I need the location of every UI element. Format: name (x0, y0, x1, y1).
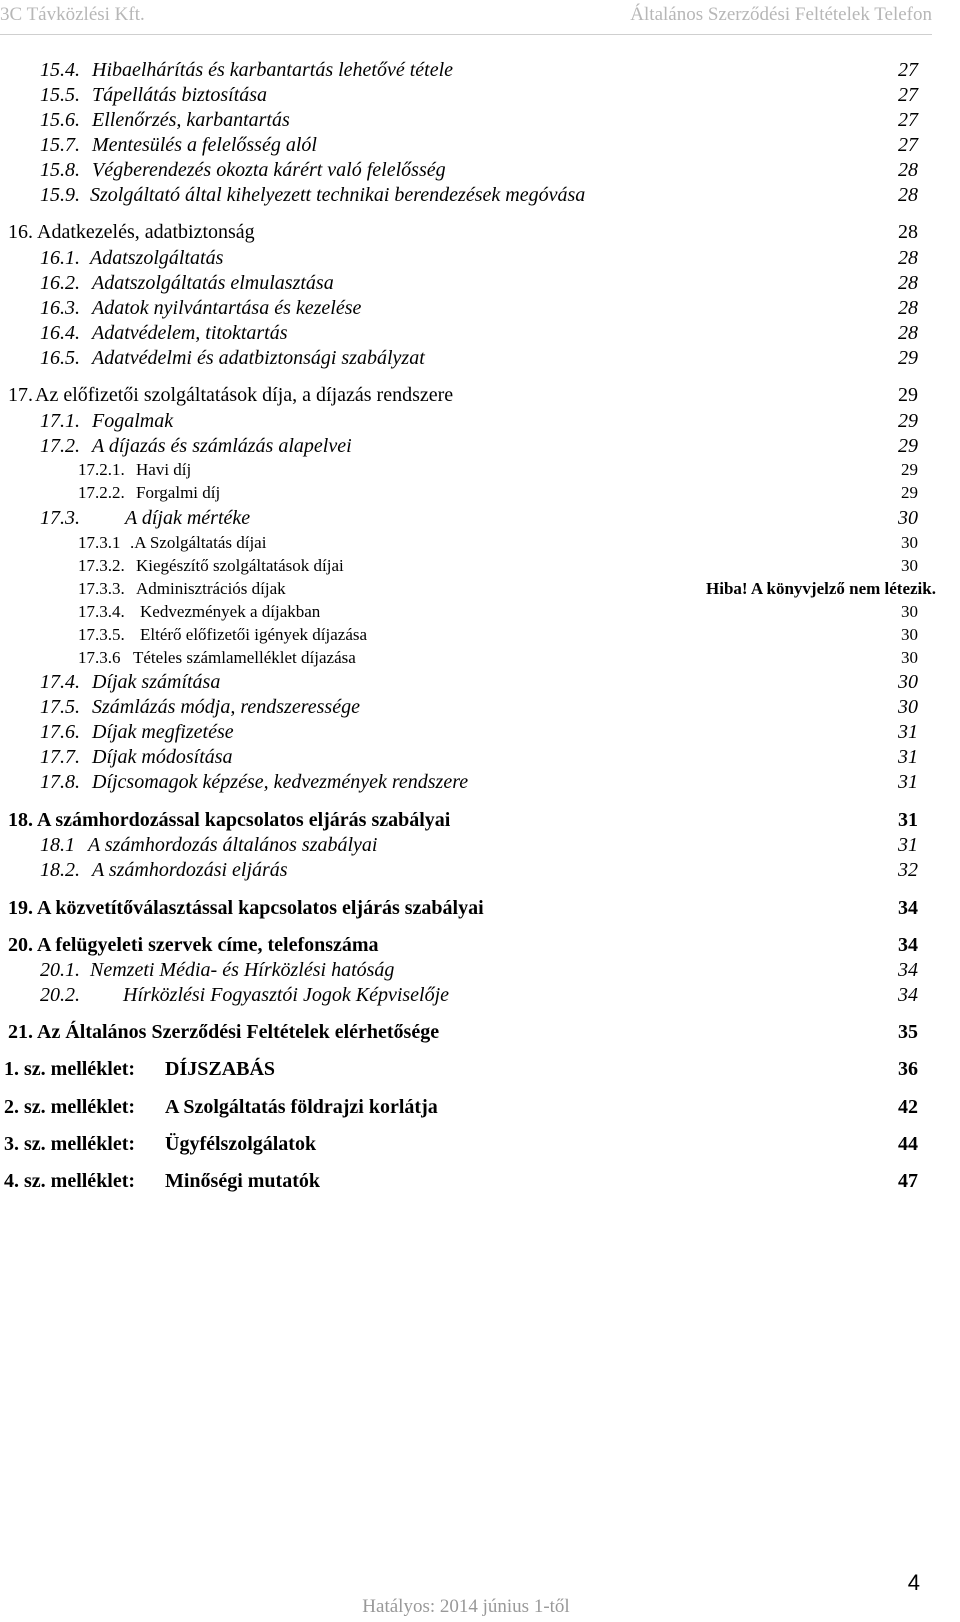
toc-entry[interactable] (0, 481, 960, 505)
toc-entry-page: 47 (898, 1170, 918, 1192)
toc-entry-title: Fogalmak (92, 410, 174, 432)
toc-entry[interactable] (0, 531, 960, 555)
toc-entry-page: 34 (898, 934, 918, 956)
toc-entry-page: 28 (898, 221, 918, 243)
toc-entry[interactable] (0, 220, 960, 244)
toc-entry[interactable] (0, 745, 960, 769)
toc-entry-title: Minőségi mutatók (165, 1170, 320, 1192)
toc-entry-page: 29 (898, 410, 918, 432)
toc-entry[interactable] (0, 833, 960, 857)
toc-entry-page: 30 (901, 602, 918, 621)
toc-entry-page: 34 (898, 984, 918, 1006)
toc-entry[interactable] (0, 858, 960, 882)
toc-entry[interactable] (0, 770, 960, 794)
toc-entry-page: 31 (898, 809, 918, 831)
toc-entry[interactable] (0, 933, 960, 957)
toc-entry-page: 44 (898, 1133, 918, 1155)
toc-entry-title: A számhordozás általános szabályai (88, 834, 378, 856)
toc-entry-number: 4. sz. melléklet: (4, 1170, 136, 1192)
page-number: 4 (907, 1570, 920, 1595)
toc-entry-title: Az előfizetői szolgáltatások díja, a díjazás rendszere (35, 384, 454, 406)
toc-entry-number: 16.3. (40, 297, 80, 319)
toc-entry-number: 3. sz. melléklet: (4, 1133, 136, 1155)
toc-entry-number: 17.4. (40, 671, 80, 693)
footer-effective-date: Hatályos: 2014 június 1-től (362, 1596, 570, 1617)
toc-entry-title: Nemzeti Média- és Hírközlési hatóság (90, 959, 395, 981)
toc-entry[interactable] (0, 409, 960, 433)
toc-entry-page: 30 (901, 648, 918, 667)
toc-entry[interactable] (0, 983, 960, 1007)
toc-entry-title: Eltérő előfizetői igények díjazása (140, 625, 368, 644)
toc-entry[interactable] (0, 958, 960, 982)
toc-entry-page: 28 (898, 247, 918, 269)
toc-entry[interactable] (0, 646, 960, 670)
toc-entry-page: 27 (898, 59, 918, 81)
toc-entry-number: 15.8. (40, 159, 80, 181)
toc-entry[interactable] (0, 600, 960, 624)
toc-entry-page: 31 (898, 746, 918, 768)
toc-entry-number: 17.3. (40, 507, 80, 529)
toc-entry-number: 17.3.2. (78, 556, 125, 575)
toc-entry-page: 28 (898, 159, 918, 181)
toc-entry-title: A közvetítőválasztással kapcsolatos eljárás szabályai (37, 897, 484, 919)
toc-entry-title: A díjak mértéke (125, 507, 251, 529)
toc-entry-page: 30 (901, 533, 918, 552)
toc-entry-number: 19. (8, 897, 33, 919)
toc-entry-title: Tápellátás biztosítása (92, 84, 268, 106)
toc-entry-number: 17.5. (40, 696, 80, 718)
toc-entry[interactable] (0, 1169, 960, 1193)
toc-entry-title: A felügyeleti szervek címe, telefonszáma (37, 934, 379, 956)
toc-entry-number: 1. sz. melléklet: (4, 1058, 136, 1080)
toc-entry-number: 17.7. (40, 746, 80, 768)
toc-entry-number: 17.3.3. (78, 579, 125, 598)
toc-entry[interactable] (0, 896, 960, 920)
toc-entry-title: Ügyfélszolgálatok (165, 1133, 317, 1155)
toc-entry-page: 27 (898, 109, 918, 131)
toc-entry-title: Szolgáltató által kihelyezett technikai berendezések megóvása (90, 184, 586, 206)
toc-entry-title: Díjak megfizetése (92, 721, 234, 743)
toc-entry[interactable] (0, 577, 960, 601)
toc-entry-page: Hiba! A könyvjelző nem létezik. (706, 579, 936, 598)
toc-entry-title: Kiegészítő szolgáltatások díjai (136, 556, 344, 575)
toc-entry-title: Mentesülés a felelősség alól (92, 134, 317, 156)
toc-entry-page: 30 (901, 625, 918, 644)
toc-entry-number: 16.4. (40, 322, 80, 344)
toc-entry[interactable] (0, 133, 960, 157)
toc-entry-page: 30 (898, 671, 918, 693)
toc-entry-number: 16. (8, 221, 33, 243)
toc-entry-title: Ellenőrzés, karbantartás (92, 109, 290, 131)
toc-entry-number: 17.3.6 (78, 648, 121, 667)
toc-entry-number: 20. (8, 934, 33, 956)
toc-entry-number: 17.2. (40, 435, 80, 457)
toc-entry[interactable] (0, 1132, 960, 1156)
toc-entry-title: Adatvédelmi és adatbiztonsági szabályzat (92, 347, 425, 369)
toc-entry-page: 31 (898, 771, 918, 793)
toc-entry-number: 18. (8, 809, 33, 831)
toc-entry-title: Díjak módosítása (92, 746, 233, 768)
toc-entry-page: 34 (898, 959, 918, 981)
toc-entry-number: 16.2. (40, 272, 80, 294)
toc-entry-title: Hírközlési Fogyasztói Jogok Képviselője (123, 984, 450, 1006)
toc-entry[interactable] (0, 808, 960, 832)
toc-entry-page: 29 (901, 460, 918, 479)
toc-entry[interactable] (0, 506, 960, 530)
toc-entry-title: Díjak számítása (92, 671, 221, 693)
toc-entry-page: 28 (898, 184, 918, 206)
toc-entry-title: Végberendezés okozta kárért való felelősség (92, 159, 446, 181)
toc-entry[interactable] (0, 383, 960, 407)
toc-entry-page: 27 (898, 84, 918, 106)
toc-entry-number: 18.1 (40, 834, 75, 856)
toc-entry[interactable] (0, 183, 960, 207)
toc-entry-title: A Szolgáltatás földrajzi korlátja (165, 1096, 438, 1118)
toc-entry-number: 17.6. (40, 721, 80, 743)
toc-entry[interactable] (0, 321, 960, 345)
toc-entry[interactable] (0, 296, 960, 320)
toc-entry-page: 28 (898, 297, 918, 319)
toc-entry-number: 15.4. (40, 59, 80, 81)
toc-entry-number: 17.2.1. (78, 460, 125, 479)
toc-entry[interactable] (0, 695, 960, 719)
toc-entry-title: A díjazás és számlázás alapelvei (92, 435, 352, 457)
toc-entry-page: 28 (898, 272, 918, 294)
toc-entry[interactable] (0, 108, 960, 132)
toc-entry-number: 16.1. (40, 247, 80, 269)
toc-entry-number: 18.2. (40, 859, 80, 881)
toc-entry-title: Adatkezelés, adatbiztonság (37, 221, 255, 243)
toc-entry-number: 17.8. (40, 771, 80, 793)
toc-entry-number: 17.2.2. (78, 483, 125, 502)
toc-entry-number: 20.1. (40, 959, 80, 981)
toc-entry-page: 29 (898, 384, 918, 406)
toc-entry[interactable] (0, 1095, 960, 1119)
toc-entry-title: Adatok nyilvántartása és kezelése (92, 297, 362, 319)
toc-entry-title: Havi díj (136, 460, 192, 479)
toc-entry[interactable] (0, 720, 960, 744)
toc-entry-number: 21. (8, 1021, 33, 1043)
toc-entry-title: Kedvezmények a díjakban (140, 602, 321, 621)
toc-entry-title: Tételes számlamelléklet díjazása (133, 648, 356, 667)
toc-entry[interactable] (0, 554, 960, 578)
toc-entry-page: 34 (898, 897, 918, 919)
toc-entry[interactable] (0, 1020, 960, 1044)
toc-entry-title: A számhordozással kapcsolatos eljárás szabályai (37, 809, 451, 831)
toc-entry[interactable] (0, 434, 960, 458)
toc-entry-title: Számlázás módja, rendszeressége (92, 696, 360, 718)
toc-entry-title: Adatszolgáltatás elmulasztása (92, 272, 334, 294)
toc-entry[interactable] (0, 670, 960, 694)
toc-entry-title: Díjcsomagok képzése, kedvezmények rendszere (92, 771, 469, 793)
toc-entry-page: 35 (898, 1021, 918, 1043)
toc-entry-page: 30 (898, 696, 918, 718)
toc-entry-title: Forgalmi díj (136, 483, 221, 502)
toc-entry-page: 30 (901, 556, 918, 575)
toc-entry-title: A számhordozási eljárás (92, 859, 288, 881)
toc-entry-number: 20.2. (40, 984, 80, 1006)
header-company: 3C Távközlési Kft. (0, 4, 145, 25)
toc-entry-number: 15.7. (40, 134, 80, 156)
toc-entry-page: 29 (901, 483, 918, 502)
toc-entry[interactable] (0, 346, 960, 370)
toc-entry-number: 17.3.1 (78, 533, 121, 552)
toc-entry-page: 31 (898, 834, 918, 856)
toc-entry-number: 2. sz. melléklet: (4, 1096, 136, 1118)
toc-entry-page: 42 (898, 1096, 918, 1118)
toc-entry-page: 27 (898, 134, 918, 156)
toc-entry-title: DÍJSZABÁS (165, 1058, 276, 1080)
toc-entry-title: .A Szolgáltatás díjai (130, 533, 267, 552)
toc-entry[interactable] (0, 458, 960, 482)
toc-entry-number: 16.5. (40, 347, 80, 369)
toc-entry-number: 17.3.5. (78, 625, 125, 644)
toc-entry-number: 17.1. (40, 410, 80, 432)
toc-entry[interactable] (0, 246, 960, 270)
toc-entry-title: Hibaelhárítás és karbantartás lehetővé tétele (92, 59, 454, 81)
toc-entry[interactable] (0, 271, 960, 295)
toc-entry-number: 15.6. (40, 109, 80, 131)
toc-entry-title: Az Általános Szerződési Feltételek elérhetősége (37, 1021, 440, 1043)
toc-entry-number: 15.9. (40, 184, 80, 206)
toc-entry-number: 15.5. (40, 84, 80, 106)
toc-entry-page: 29 (898, 435, 918, 457)
toc-entry-number: 17. (8, 384, 33, 406)
toc-entry-page: 36 (898, 1058, 918, 1080)
toc-entry[interactable] (0, 1057, 960, 1081)
toc-entry-page: 30 (898, 507, 918, 529)
toc-entry-page: 29 (898, 347, 918, 369)
toc-entry-title: Adatszolgáltatás (90, 247, 224, 269)
toc-entry-title: Adatvédelem, titoktartás (92, 322, 288, 344)
toc-entry[interactable] (0, 623, 960, 647)
toc-entry-page: 28 (898, 322, 918, 344)
toc-entry[interactable] (0, 158, 960, 182)
toc-entry[interactable] (0, 58, 960, 82)
toc-entry-page: 31 (898, 721, 918, 743)
toc-entry-page: 32 (898, 859, 918, 881)
toc-entry[interactable] (0, 83, 960, 107)
toc-entry-number: 17.3.4. (78, 602, 125, 621)
header-document-title: Általános Szerződési Feltételek Telefon (630, 4, 932, 25)
toc-entry-title: Adminisztrációs díjak (136, 579, 286, 598)
